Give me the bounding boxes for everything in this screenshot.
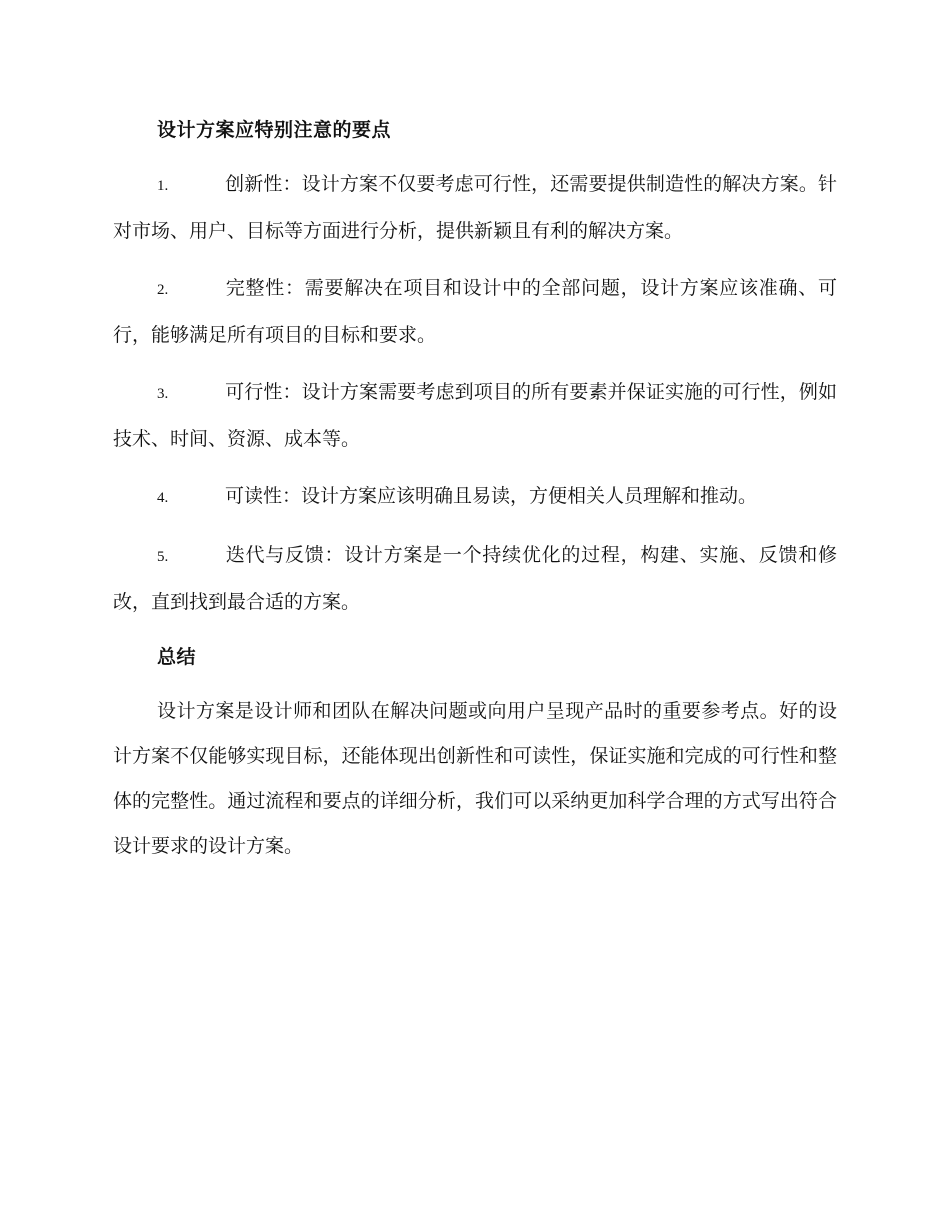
list-item <box>113 162 837 254</box>
list-item-number: 1. <box>157 178 169 194</box>
list-item-text: 迭代与反馈：设计方案是一个持续优化的过程，构建、实施、反馈和修改，直到找到最合适的方案。 <box>113 544 837 613</box>
summary-heading: 总结 <box>157 646 197 668</box>
list-item-number: 5. <box>157 549 169 565</box>
list-item <box>113 533 837 625</box>
section-heading: 设计方案应特别注意的要点 <box>157 119 392 141</box>
document-content <box>113 110 837 869</box>
list-item-text: 完整性：需要解决在项目和设计中的全部问题，设计方案应该准确、可行，能够满足所有项目的目标和要求。 <box>113 277 837 346</box>
list-item-text: 可行性：设计方案需要考虑到项目的所有要素并保证实施的可行性，例如技术、时间、资源、成本等。 <box>113 381 837 450</box>
list-item-number: 4. <box>157 490 169 506</box>
list-item-number: 3. <box>157 386 169 402</box>
list-item <box>113 370 837 462</box>
list-item <box>113 474 837 521</box>
list-item-text: 创新性：设计方案不仅要考虑可行性，还需要提供制造性的解决方案。针对市场、用户、目标等方面进行分析，提供新颖且有利的解决方案。 <box>113 173 837 242</box>
summary-paragraph: 设计方案是设计师和团队在解决问题或向用户呈现产品时的重要参考点。好的设计方案不仅能够实现目标，还能体现出创新性和可读性，保证实施和完成的可行性和整体的完整性。通过流程和要点的详细分析，我们可以采纳更加科学合理的方式写出符合设计要求的设计方案。 <box>113 700 837 857</box>
list-item-text: 可读性：设计方案应该明确且易读，方便相关人员理解和推动。 <box>225 485 758 507</box>
list-item-number: 2. <box>157 282 169 298</box>
list-item <box>113 266 837 358</box>
